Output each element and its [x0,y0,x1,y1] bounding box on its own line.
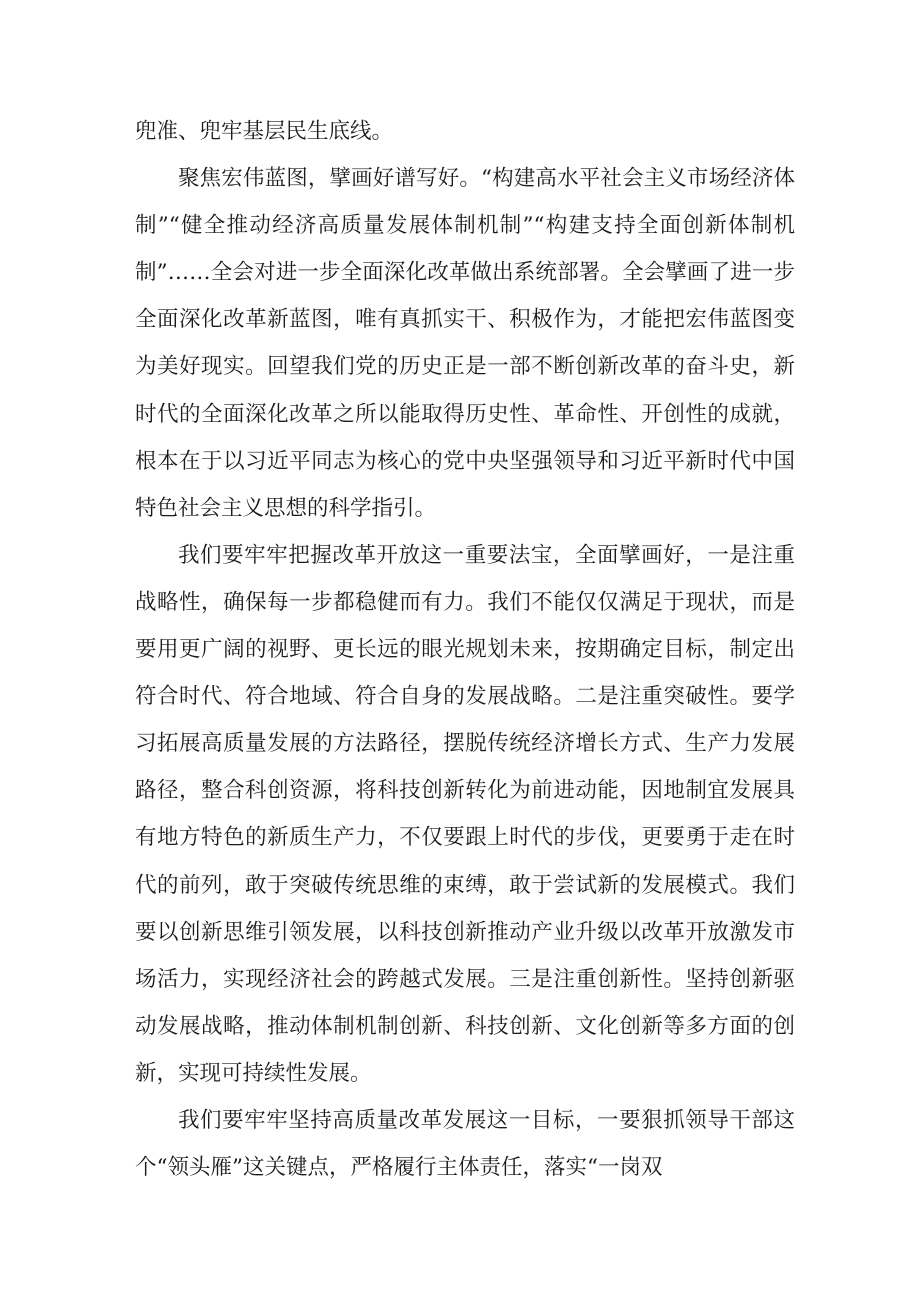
paragraph-high-quality-goal: 我们要牢牢坚持高质量改革发展这一目标，一要狠抓领导干部这个“领头雁”这关键点，严格履行主体责任，落实“一岗双 [135,1107,795,1181]
document-body [135,108,795,1191]
paragraph-continuation: 兜准、兜牢基层民生底线。 [135,119,394,144]
paragraph-blueprint: 聚焦宏伟蓝图，擘画好谱写好。“构建高水平社会主义市场经济体制”“健全推动经济高质量发展体制机制”“构建支持全面创新体制机制”……全会对进一步全面深化改革做出系统部署。全会擘画了进一步全面深化改革新蓝图，唯有真抓实干、积极作为，才能把宏伟蓝图变为美好现实。回望我们党的历史正是一部不断创新改革的奋斗史，新时代的全面深化改革之所以能取得历史性、革命性、开创性的成就，根本在于以习近平同志为核心的党中央坚强领导和习近平新时代中国特色社会主义思想的科学指引。 [135,166,795,521]
paragraph-reform-strategy: 我们要牢牢把握改革开放这一重要法宝，全面擘画好，一是注重战略性，确保每一步都稳健而有力。我们不能仅仅满足于现状，而是要用更广阔的视野、更长远的眼光规划未来，按期确定目标，制定出符合时代、符合地域、符合自身的发展战略。二是注重突破性。要学习拓展高质量发展的方法路径，摆脱传统经济增长方式、生产力发展路径，整合科创资源，将科技创新转化为前进动能，因地制宜发展具有地方特色的新质生产力，不仅要跟上时代的步伐，更要勇于走在时代的前列，敢于突破传统思维的束缚，敢于尝试新的发展模式。我们要以创新思维引领发展，以科技创新推动产业升级以改革开放激发市场活力，实现经济社会的跨越式发展。三是注重创新性。坚持创新驱动发展战略，推动体制机制创新、科技创新、文化创新等多方面的创新，实现可持续性发展。 [135,542,795,1086]
